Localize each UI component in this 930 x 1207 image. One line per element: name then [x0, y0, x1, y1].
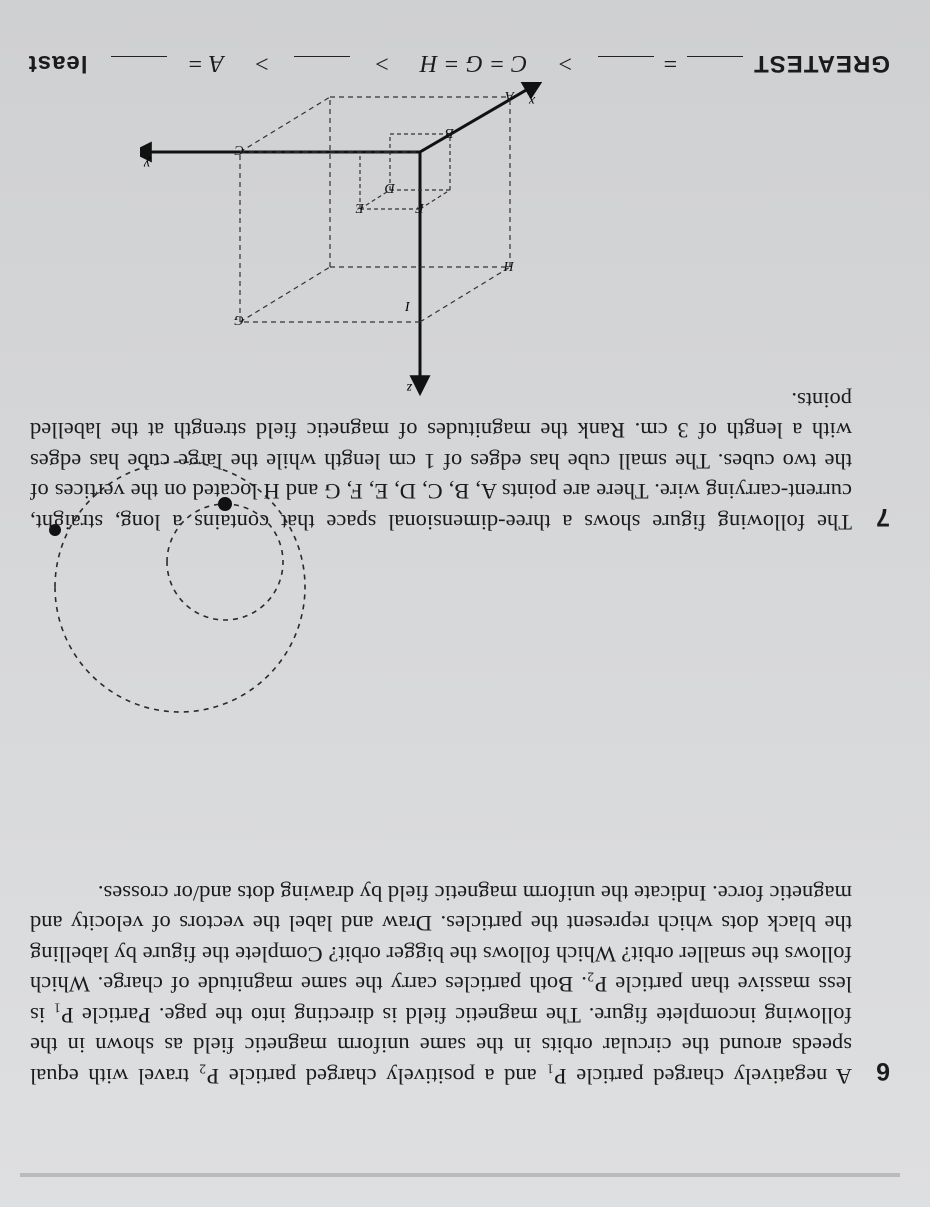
point-B: B [445, 125, 454, 140]
point-H: H [503, 258, 514, 273]
gt-sign-2: > [374, 50, 391, 76]
x-axis-label: x [528, 93, 535, 108]
question-6-text: A negatively charged particle P₁ and a positively charged particle P₂ travel with equal speeds around the circular orbits in the same uniform magnetic field as shown in the following incomplete figure. The magnetic field is directing into the page. Particle P₁ is less massive than particle P₂. Both particles carry the same magnitude of charge. Which follows the smaller orbit? Which follows the bigger orbit? Complete the figure by labelling the black dots which represent the particles. Draw and label the vectors of velocity and magnetic force. Indicate the uniform magnetic field by drawing dots and/or crosses. [30, 881, 852, 1089]
x-axis [420, 82, 540, 152]
greatest-label: GREATEST [753, 50, 890, 77]
page-top-edge [20, 1173, 900, 1177]
small-cube [360, 134, 450, 209]
gt-sign-1: > [557, 50, 574, 76]
point-G: G [233, 312, 244, 327]
least-label: least [27, 50, 88, 77]
point-F: F [415, 200, 424, 215]
eq-sign-1: = [663, 50, 678, 76]
wire-cubes-figure [140, 82, 840, 402]
gt-sign-3: > [253, 50, 271, 76]
answer-blank-2[interactable] [598, 56, 654, 77]
current-label: I [405, 298, 410, 313]
point-A: A [505, 88, 514, 103]
a-equals: A = [187, 50, 224, 76]
question-6-number: 6 [876, 1057, 890, 1085]
worksheet-page [20, 17, 900, 1177]
equal-group-CGH: C = G = H [420, 50, 528, 76]
answer-blank-3[interactable] [294, 56, 350, 77]
point-C: C [234, 142, 244, 157]
answer-blank-4[interactable] [111, 56, 167, 77]
z-axis-label: z [406, 380, 412, 395]
point-E: E [355, 200, 364, 215]
answer-blank-1[interactable] [687, 56, 743, 77]
ranking-line [28, 49, 890, 77]
question-7-number: 7 [876, 503, 890, 531]
point-D: D [384, 180, 395, 195]
y-axis-label: y [143, 156, 150, 171]
question-7-text: The following figure shows a three-dimensional space that contains a long, straight, current-carrying wire. There are points A, B, C, D, E, F, G and H located on the vertices of the two cubes. The small cube has edges of 1 cm length while the large cube has edges with a length of 3 cm. Rank the magnitudes of magnetic field strength at the labelled points. [30, 388, 852, 535]
